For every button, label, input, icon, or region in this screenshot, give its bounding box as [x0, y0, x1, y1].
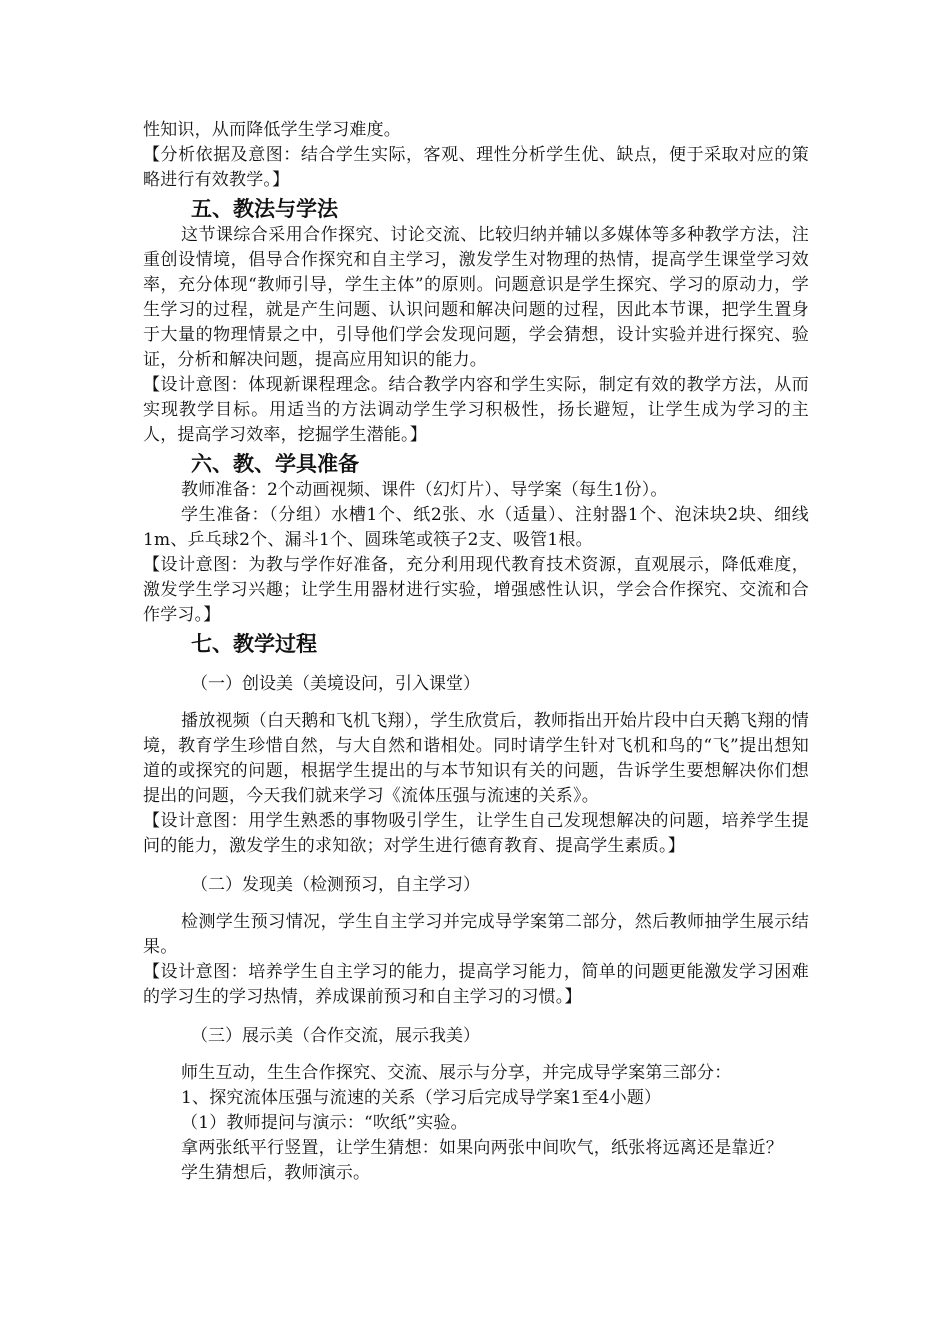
paragraph-video-intro: 播放视频（白天鹅和飞机飞翔），学生欣赏后，教师指出开始片段中白天鹅飞翔的情境，教育学生珍惜自然，与大自然和谐相处。同时请学生针对飞机和鸟的“飞”提出想知道的或探究的问题，根据学生提出的与本节知识有关的问题，告诉学生要想解决你们想提出的问题，今天我们就来学习《流体压强与流速的关系》。 — [143, 711, 809, 806]
paragraph-interaction: 师生互动，生生合作探究、交流、展示与分享，并完成导学案第三部分： — [181, 1063, 732, 1083]
document-page — [143, 118, 809, 1186]
paragraph-explore-item-1: 1、探究流体压强与流速的关系（学习后完成导学案1至4小题） — [181, 1088, 662, 1108]
paragraph-teacher-demo: 学生猜想后，教师演示。 — [181, 1163, 371, 1183]
heading-section-6: 六、教、学具准备 — [191, 452, 359, 476]
analysis-intent-note: 【分析依据及意图：结合学生实际，客观、理性分析学生优、缺点，便于采取对应的策略进行有效教学。】 — [143, 145, 809, 190]
paragraph-intro-end: 性知识，从而降低学生学习难度。 — [143, 120, 401, 140]
paragraph-preview-check: 检测学生预习情况，学生自主学习并完成导学案第二部分，然后教师抽学生展示结果。 — [143, 912, 809, 957]
subheading-part-3: （三）展示美（合作交流，展示我美） — [191, 1026, 480, 1046]
design-intent-note-7-2: 【设计意图：培养学生自主学习的能力，提高学习能力，简单的问题更能激发学习困难的学习生的学习热情，养成课前预习和自主学习的习惯。】 — [143, 962, 809, 1007]
paragraph-student-preparation: 学生准备：（分组）水槽1个、纸2张、水（适量）、注射器1个、泡沫块2块、细线1m、乒乓球2个、漏斗1个、圆珠笔或筷子2支、吸管1根。 — [143, 505, 809, 550]
design-intent-note-5: 【设计意图：体现新课程理念。结合教学内容和学生实际，制定有效的教学方法，从而实现教学目标。用适当的方法调动学生学习积极性，扬长避短，让学生成为学习的主人，提高学习效率，挖掘学生潜能。】 — [143, 375, 809, 445]
design-intent-note-7-1: 【设计意图：用学生熟悉的事物吸引学生，让学生自己发现想解决的问题，培养学生提问的能力，激发学生的求知欲；对学生进行德育教育、提高学生素质。】 — [143, 811, 809, 856]
paragraph-teaching-methods: 这节课综合采用合作探究、讨论交流、比较归纳并辅以多媒体等多种教学方法，注重创设情境，倡导合作探究和自主学习，激发学生对物理的热情，提高学生课堂学习效率，充分体现“教师引导，学生主体”的原则。问题意识是学生探究、学习的原动力，学生学习的过程，就是产生问题、认识问题和解决问题的过程，因此本节课，把学生置身于大量的物理情景之中，引导他们学会发现问题，学会猜想，设计实验并进行探究、验证，分析和解决问题，提高应用知识的能力。 — [143, 225, 809, 370]
paragraph-teacher-preparation: 教师准备：2个动画视频、课件（幻灯片）、导学案（每生1份）。 — [181, 480, 668, 500]
subheading-part-1: （一）创设美（美境设问，引入课堂） — [191, 674, 480, 694]
paragraph-paper-guess: 拿两张纸平行竖置，让学生猜想：如果向两张中间吹气，纸张将远离还是靠近？ — [181, 1138, 783, 1158]
subheading-part-2: （二）发现美（检测预习，自主学习） — [191, 875, 480, 895]
heading-section-7: 七、教学过程 — [191, 632, 317, 656]
heading-section-5: 五、教法与学法 — [191, 197, 338, 221]
paragraph-blow-paper-demo: （1）教师提问与演示：“吹纸”实验。 — [181, 1113, 468, 1133]
design-intent-note-6: 【设计意图：为教与学作好准备，充分利用现代教育技术资源，直观展示，降低难度，激发学生学习兴趣；让学生用器材进行实验，增强感性认识，学会合作探究、交流和合作学习。】 — [143, 555, 809, 625]
